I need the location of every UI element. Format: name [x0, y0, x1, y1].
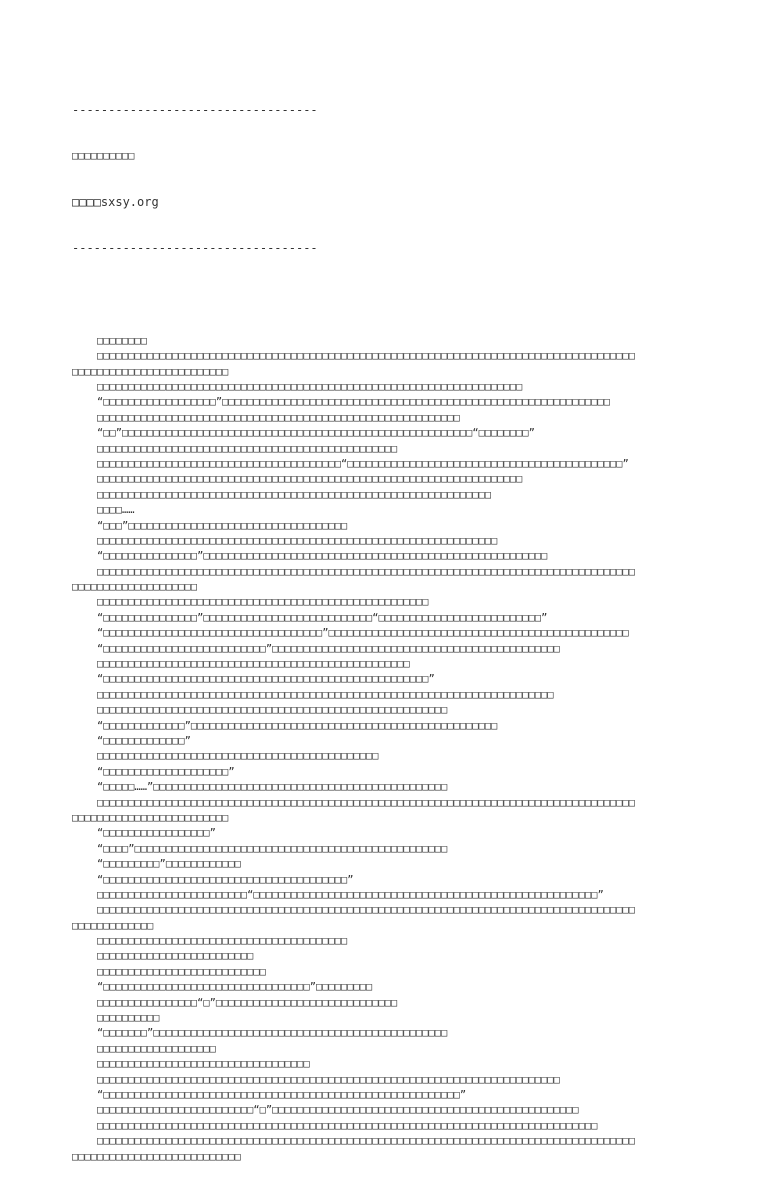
blank-line [72, 288, 696, 303]
text-line: □□□□□□□□□□□□□□□□□□□□ [72, 581, 198, 594]
text-line: “□□□□□□□□□□□□□□□□□□”□□□□□□□□□□□□□□□□□□□□□□□□□□□□□□□□□□□□□□□□□□□□□□□□□□□□□□□□□□□□□□ [97, 396, 610, 409]
header-rule-top: ---------------------------------- [72, 102, 318, 117]
text-line: □□□□□□□□□□□□□□□□“□”□□□□□□□□□□□□□□□□□□□□□□□□□□□□□ [97, 996, 398, 1009]
text-line: □□□□…… [97, 504, 135, 517]
text-line: “□□□□□□□□□□□□□” [97, 734, 191, 747]
text-line: “□□□□□□□□□”□□□□□□□□□□□□ [97, 858, 241, 871]
text-line: “□□□□□□□□□□□□□□□□□□□□□□□□□□□□□□□□□□□”□□□□□□□□□□□□□□□□□□□□□□□□□□□□□□□□□□□□□□□□□□□□□□□□ [97, 627, 629, 640]
text-line: “□□□□□□□□□□□□□□□”□□□□□□□□□□□□□□□□□□□□□□□□□□□“□□□□□□□□□□□□□□□□□□□□□□□□□□” [97, 611, 548, 624]
text-line: “□□□□□□□□□□□□□□□□□□□□□□□□□□□□□□□□□□□□□□□□□□□□□□□□□□□□” [97, 673, 435, 686]
text-line: □□□□□□□□□□□□□□□□□□□□□□□□□□□□□□□□□□ [97, 1058, 310, 1071]
text-line: □□□□□□□□□□□□□□□□□□□□□□□□□□□ [72, 1150, 241, 1163]
text-line: □□□□□□□□ [97, 334, 148, 347]
text-line: □□□□□□□□□□□□□□□□□□□□□□□□□□□□□□□□□□□□□□□□□□□□□□□□□□□□□□□□□□□□□□□□□□□□□□□□□□□□□□□□□□□□□□ [97, 350, 635, 363]
text-line: “□□□□□□□□□□□□□□□□□□□□□□□□□□□□□□□□□□□□□□□□□□□□□□□□□□□□□□□□□” [97, 1088, 467, 1101]
text-line: □□□□□□□□□□□□□□□□□□□ [97, 1042, 216, 1055]
text-line: □□□□□□□□□□□□□□□□□□□□□□□□□□□ [97, 965, 266, 978]
header-source: □□□□sxsy.org [72, 195, 159, 210]
text-line: □□□□□□□□□□□□□□□□□□□□□□□□□□□□□□□□□□□□□□□□□□□□□□□□□□□□□□□□□□□□□□□□□□□□□□□□□□□□□□□□□□□□□□ [97, 904, 635, 917]
text-line: □□□□□□□□□□□□□□□□□□□□□□□□□□□□□□□□□□□□□□□□□□□□□□□□□□□□□ [97, 596, 429, 609]
text-line: □□□□□□□□□□□□□□□□□□□□□□□□□□□□□□□□□□□□□□□□□□□□□□□□□□□□□□□□□□□□□□□□□□□□□□□□□□□□□□□□□□□□□□ [97, 796, 635, 809]
text-line: □□□□□□□□□□□□□□□□□□□□□□□□□“□”□□□□□□□□□□□□□□□□□□□□□□□□□□□□□□□□□□□□□□□□□□□□□□□□□ [97, 1104, 579, 1117]
text-line: □□□□□□□□□□□□□□□□□□□□□□□□□□□□□□□□□□□□□□□□ [97, 935, 348, 948]
text-line: “□□□□”□□□□□□□□□□□□□□□□□□□□□□□□□□□□□□□□□□□□□□□□□□□□□□□□□□ [97, 842, 448, 855]
text-line: □□□□□□□□□□□□□□□□□□□□□□□□□□□□□□□□□□□□□□□□□□□□□□□□□□□□□□□□□□ [97, 411, 460, 424]
text-line: □□□□□□□□□□□□□□□□□□□□□□□□□□□□□□□□□□□□□□□“□□□□□□□□□□□□□□□□□□□□□□□□□□□□□□□□□□□□□□□□□□□□” [97, 457, 629, 470]
text-line: □□□□□□□□□□□□□□□□□□□□□□□□□□□□□□□□□□□□□□□□□□□□□□□□□□□□□□□□□□□□□□□ [97, 488, 492, 501]
text-line: “□□”□□□□□□□□□□□□□□□□□□□□□□□□□□□□□□□□□□□□□□□□□□□□□□□□□□□□□□□□“□□□□□□□□” [97, 427, 535, 440]
text-line: □□□□□□□□□□□□□□□□□□□□□□□□□□□□□□□□□□□□□□□□□□□□□□□□□□□□□□□□□□□□□□□□□□□□ [97, 473, 523, 486]
text-line: □□□□□□□□□□□□□□□□□□□□□□□□□□□□□□□□□□□□□□□□□□□□□□□□□□□□□□□□□□□□□□□□□□□□□□□□□□□□□□□□□□□□□□ [97, 565, 635, 578]
text-line: □□□□□□□□□□□□□□□□□□□□□□□□□ [72, 811, 229, 824]
text-line: “□□□□□□□□□□□□□□□□□□□□□□□□□□□□□□□□□”□□□□□□□□□ [97, 981, 373, 994]
text-line: □□□□□□□□□□□□□□□□□□□□□□□□“□□□□□□□□□□□□□□□□□□□□□□□□□□□□□□□□□□□□□□□□□□□□□□□□□□□□□□□” [97, 888, 604, 901]
text-line: “□□□”□□□□□□□□□□□□□□□□□□□□□□□□□□□□□□□□□□□ [97, 519, 348, 532]
text-line: “□□□□□□□”□□□□□□□□□□□□□□□□□□□□□□□□□□□□□□□□□□□□□□□□□□□□□□□ [97, 1027, 448, 1040]
text-line: “□□□□□□□□□□□□□□□□□□□□□□□□□□”□□□□□□□□□□□□□□□□□□□□□□□□□□□□□□□□□□□□□□□□□□□□□□ [97, 642, 560, 655]
text-line: □□□□□□□□□□□□□□□□□□□□□□□□□□□□□□□□□□□□□□□□□□□□□□□□□□□□□□□□□□□□□□□□□□□□ [97, 381, 523, 393]
text-line: “□□□□□……”□□□□□□□□□□□□□□□□□□□□□□□□□□□□□□□□□□□□□□□□□□□□□□□ [97, 781, 448, 794]
document-page [72, 72, 696, 1180]
text-line: “□□□□□□□□□□□□□□□□□□□□□□□□□□□□□□□□□□□□□□□” [97, 873, 354, 886]
text-line: □□□□□□□□□□□□□□□□□□□□□□□□□□□□□□□□□□□□□□□□□□□□□□□□□□□□□□□□□□□□□□□□□□□□□□□□□□ [97, 1073, 560, 1086]
body-text [72, 334, 696, 1165]
text-line: “□□□□□□□□□□□□□□□□□” [97, 827, 216, 840]
text-line: “□□□□□□□□□□□□□□□”□□□□□□□□□□□□□□□□□□□□□□□□□□□□□□□□□□□□□□□□□□□□□□□□□□□□□□□ [97, 550, 548, 563]
text-line: □□□□□□□□□□□□□□□□□□□□□□□□□□□□□□□□□□□□□□□□□□□□□□□□□□ [97, 658, 410, 671]
header-title: □□□□□□□□□□ [72, 150, 135, 163]
text-line: □□□□□□□□□□□□□□□□□□□□□□□□□ [97, 950, 254, 963]
text-line: □□□□□□□□□□□□□□□□□□□□□□□□□□□□□□□□□□□□□□□□□□□□□□□□□□□□□□□□□□□□□□□□□□□□□□□□□□□□□□□□□□□□□□ [97, 1135, 635, 1148]
text-line: □□□□□□□□□□□□□□□□□□□□□□□□□ [72, 365, 229, 378]
text-line: □□□□□□□□□□ [97, 1012, 160, 1025]
text-line: □□□□□□□□□□□□□□□□□□□□□□□□□□□□□□□□□□□□□□□□□□□□□□□□□□□□□□□□□□□□□□□□□□□□□□□□□□□□□□□□ [97, 1119, 598, 1132]
text-line: “□□□□□□□□□□□□□”□□□□□□□□□□□□□□□□□□□□□□□□□□□□□□□□□□□□□□□□□□□□□□□□□ [97, 719, 498, 732]
text-line: □□□□□□□□□□□□□□□□□□□□□□□□□□□□□□□□□□□□□□□□□□□□□□□□□□□□□□□□ [97, 704, 448, 717]
text-line: □□□□□□□□□□□□□ [72, 919, 154, 932]
text-line: □□□□□□□□□□□□□□□□□□□□□□□□□□□□□□□□□□□□□□□□□□□□□□□□□□□□□□□□□□□□□□□□ [97, 534, 498, 547]
text-line: “□□□□□□□□□□□□□□□□□□□□” [97, 765, 235, 778]
text-line: □□□□□□□□□□□□□□□□□□□□□□□□□□□□□□□□□□□□□□□□□□□□□□□□ [97, 442, 398, 455]
text-line: □□□□□□□□□□□□□□□□□□□□□□□□□□□□□□□□□□□□□□□□□□□□□□□□□□□□□□□□□□□□□□□□□□□□□□□□□ [97, 688, 554, 701]
text-line: □□□□□□□□□□□□□□□□□□□□□□□□□□□□□□□□□□□□□□□□□□□□□ [97, 750, 379, 763]
header-rule-bottom: ---------------------------------- [72, 241, 318, 256]
